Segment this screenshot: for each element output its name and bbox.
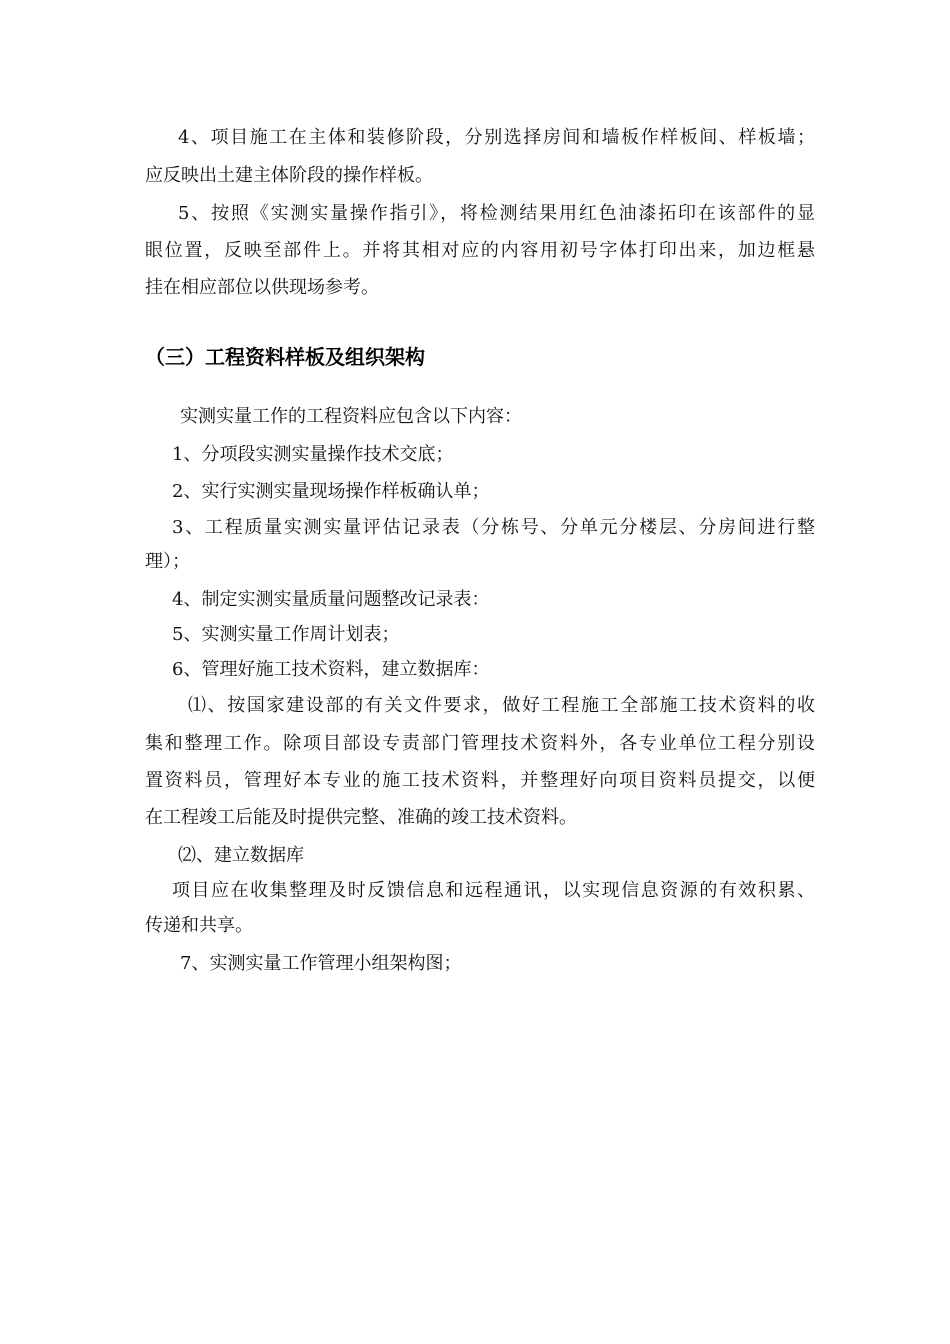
sub2-title: ⑵、建立数据库 xyxy=(178,845,304,866)
list-item-3-line1: 3、工程质量实测实量评估记录表（分栋号、分单元分楼层、分房间进行整 xyxy=(172,517,815,538)
sub1-line1: ⑴、按国家建设部的有关文件要求，做好工程施工全部施工技术资料的收 xyxy=(188,695,815,716)
sub1-line3: 置资料员，管理好本专业的施工技术资料，并整理好向项目资料员提交，以便 xyxy=(145,770,815,791)
list-item-6: 6、管理好施工技术资料，建立数据库： xyxy=(172,659,490,680)
list-item-3-line2: 理）； xyxy=(145,551,190,572)
section-heading: （三）工程资料样板及组织架构 xyxy=(145,345,425,369)
item5-line1: 5、按照《实测实量操作指引》，将检测结果用红色油漆拓印在该部件的显 xyxy=(178,203,815,224)
section-intro: 实测实量工作的工程资料应包含以下内容： xyxy=(180,406,522,427)
list-item-5: 5、实测实量工作周计划表； xyxy=(172,624,400,645)
item5-line2: 眼位置，反映至部件上。并将其相对应的内容用初号字体打印出来，加边框悬 xyxy=(145,240,815,261)
list-item-1: 1、分项段实测实量操作技术交底； xyxy=(172,444,454,465)
list-item-7: 7、实测实量工作管理小组架构图； xyxy=(180,953,462,974)
sub2-line1: 项目应在收集整理及时反馈信息和远程通讯，以实现信息资源的有效积累、 xyxy=(172,880,815,901)
sub2-line2: 传递和共享。 xyxy=(145,915,253,936)
sub1-line4: 在工程竣工后能及时提供完整、准确的竣工技术资料。 xyxy=(145,807,577,828)
item4-line2: 应反映出土建主体阶段的操作样板。 xyxy=(145,165,433,186)
item5-line3: 挂在相应部位以供现场参考。 xyxy=(145,277,379,298)
sub1-line2: 集和整理工作。除项目部设专责部门管理技术资料外，各专业单位工程分别设 xyxy=(145,733,815,754)
list-item-4: 4、制定实测实量质量问题整改记录表： xyxy=(172,589,490,610)
list-item-2: 2、实行实测实量现场操作样板确认单； xyxy=(172,481,490,502)
item4-line1: 4、项目施工在主体和装修阶段，分别选择房间和墙板作样板间、样板墙； xyxy=(178,127,815,148)
